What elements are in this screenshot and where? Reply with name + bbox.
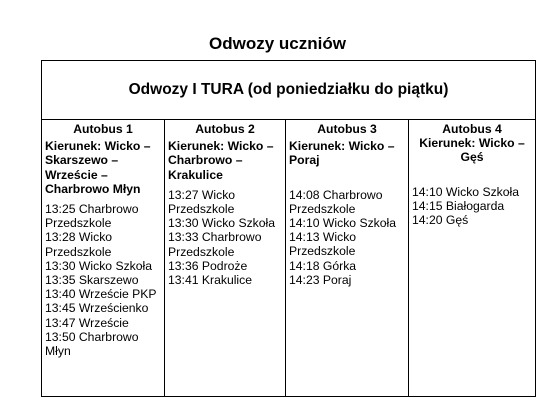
bus-direction: Kierunek: Wicko – Charbrowo – Krakulice [168, 139, 274, 182]
bus-name: Autobus 3 [317, 122, 377, 136]
stop-entry: 14:23 Poraj [289, 272, 352, 287]
table-header: Odwozy I TURA (od poniedziałku do piątku) [42, 61, 536, 120]
bus-column-1 [42, 120, 165, 397]
stop-entry: 14:10 Wicko Szkoła [412, 184, 520, 199]
bus-column-2 [165, 120, 286, 397]
bus-row [42, 120, 536, 397]
stop-entry: 14:20 Gęś [412, 213, 469, 228]
stop-entry: 13:30 Wicko Szkoła [45, 258, 153, 273]
stop-entry: 13:35 Skarszewo [45, 273, 139, 288]
stop-list [168, 188, 282, 287]
stop-entry: 13:45 Wrześcienko [45, 301, 149, 316]
bus-column-4 [409, 120, 536, 397]
stop-entry: 13:30 Wicko Szkoła [168, 216, 276, 231]
stop-list [289, 188, 405, 287]
table-header-row [42, 61, 536, 120]
stop-entry: 13:50 Charbrowo Młyn [45, 329, 139, 359]
bus-direction: Kierunek: Wicko – Gęś [419, 136, 525, 165]
stop-entry: 13:47 Wrzeście [45, 315, 129, 330]
stop-list [45, 202, 161, 358]
stop-entry: 14:15 Białogarda [412, 198, 505, 213]
stop-entry: 13:33 Charbrowo Przedszkole [168, 230, 262, 259]
bus-name: Autobus 4 [442, 122, 502, 136]
stop-entry: 13:27 Wicko Przedszkole [168, 187, 236, 217]
bus-name: Autobus 2 [195, 122, 255, 136]
schedule-table [41, 60, 536, 397]
stop-entry: 14:13 Wicko Przedszkole [289, 230, 357, 259]
stop-list [412, 185, 532, 228]
stop-entry: 13:40 Wrzeście PKP [45, 287, 157, 302]
stop-entry: 13:25 Charbrowo Przedszkole [45, 202, 139, 231]
page-title: Odwozy uczniów [209, 34, 346, 53]
stop-entry: 13:41 Krakulice [168, 273, 253, 288]
stop-entry: 14:10 Wicko Szkoła [289, 216, 397, 231]
stop-entry: 13:28 Wicko Przedszkole [45, 230, 113, 259]
bus-direction: Kierunek: Wicko – Poraj [289, 139, 395, 168]
bus-column-3 [286, 120, 409, 397]
stop-entry: 14:18 Górka [289, 258, 357, 273]
stop-entry: 14:08 Charbrowo Przedszkole [289, 187, 383, 216]
bus-direction: Kierunek: Wicko – Skarszewo – Wrzeście – Charbrowo Młyn [45, 139, 151, 196]
bus-name: Autobus 1 [73, 122, 133, 136]
stop-entry: 13:36 Podroże [168, 258, 248, 273]
